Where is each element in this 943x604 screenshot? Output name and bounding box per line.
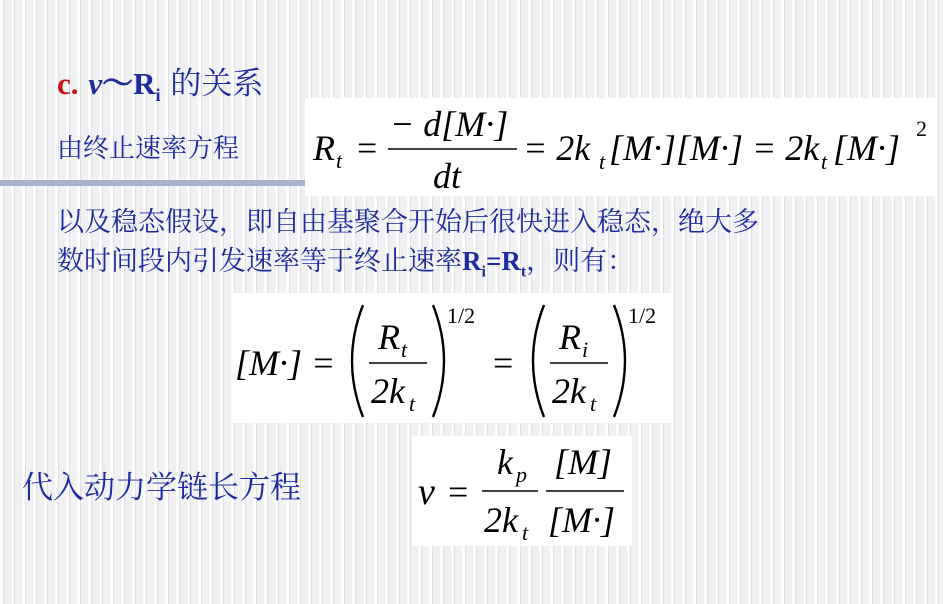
eq3-nu: ν [418,471,435,513]
paragraph-line-2-pre: 数时间段内引发速率等于终止速率 [57,246,462,277]
paragraph-line-1: 以及稳态假设，即自由基聚合开始后很快进入稳态，绝大多 [57,207,759,238]
chain-length-label: 代入动力学链长方程 [22,470,301,506]
eq2-equals: = [493,343,514,383]
divider-rule [0,180,307,186]
eq1-middle: [M·][M·] = 2k [609,128,820,168]
paragraph-line-2 [57,242,759,291]
heading-var-R: R [133,66,156,101]
eq1-numerator: − d[M·] [390,104,509,144]
termination-rate-label: 由终止速率方程 [57,134,240,164]
paragraph-R-t: R [501,246,521,276]
eq1-2k-a: = 2k [523,128,591,168]
heading-marker: c. [57,66,79,101]
heading-sub-i: i [155,85,161,106]
eq2-lhs: [M·] = [235,343,336,383]
kinetic-chain-length-equation [412,436,632,546]
eq1-denominator: dt [433,156,462,196]
eq2-left-paren-2 [533,305,544,417]
eq3-num-k: k [497,442,513,482]
section-heading [57,58,263,106]
eq2-exponent-1: 1/2 [447,303,476,328]
paragraph-sub-i: i [481,263,486,281]
eq2-f2-num-R: R [559,317,581,357]
eq2-f2-num-sub-i: i [582,337,589,362]
eq2-f1-den-sub-t: t [409,391,416,416]
eq3-num-sub-p: p [516,462,527,487]
heading-var-v: v [88,66,103,101]
termination-rate-equation [305,98,935,196]
heading-text: 的关系 [160,66,264,102]
eq2-right-paren-1 [433,305,444,417]
eq2-f1-num-sub-t: t [401,337,408,362]
eq2-left-paren-1 [352,305,363,417]
eq1-tail: [M·] [833,128,901,168]
eq2-exponent-2: 1/2 [628,303,657,328]
eq2-right-paren-2 [614,305,625,417]
eq2-f1-den-2k: 2k [371,371,405,411]
eq3-den-M: [M·] [548,500,616,540]
steady-state-paragraph [57,203,759,291]
paragraph-line-2-post: ，则有： [526,246,635,277]
radical-concentration-equation [231,293,671,423]
eq3-num-M: [M] [554,442,613,482]
paragraph-sub-t: t [520,263,527,281]
paragraph-equals: = [485,246,502,276]
eq1-k-sub-t1: t [599,149,606,174]
eq2-f2-den-sub-t: t [590,391,597,416]
eq2-f1-num-R: R [378,317,400,357]
eq1-exponent: 2 [916,116,927,141]
eq2-f2-den-2k: 2k [552,371,586,411]
eq1-R-sub-t: t [336,148,343,173]
heading-tilde: ～ [102,66,134,101]
eq3-equals: = [448,472,469,512]
eq1-equals-a: = [357,128,378,168]
eq1-k-sub-t2: t [821,149,828,174]
eq3-den-2k: 2k [484,500,518,540]
eq1-R: R [313,128,335,168]
eq3-den-sub-t: t [522,520,529,545]
paragraph-R-i: R [462,246,482,276]
